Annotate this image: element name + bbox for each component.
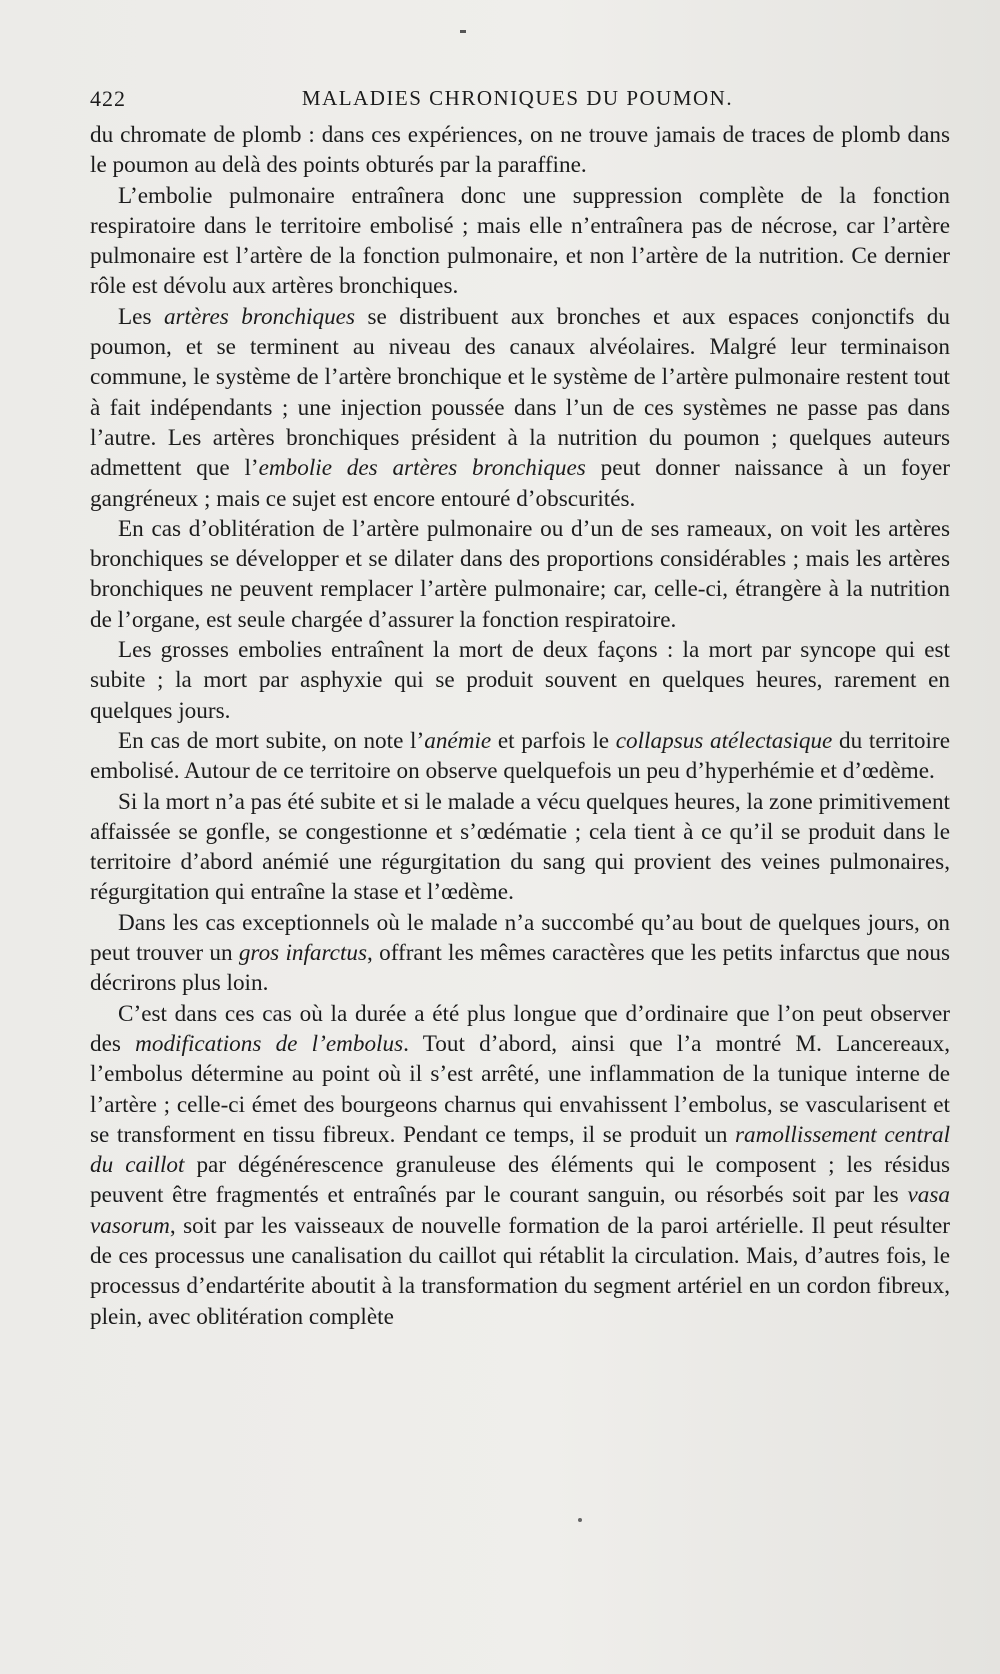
paragraph <box>90 514 950 635</box>
italic-term: anémie <box>424 727 492 754</box>
paragraph <box>90 726 950 787</box>
text-run: et parfois le <box>491 727 616 754</box>
text-run: , offrant les mêmes caractères que les petits infarctus que nous décrirons plus loin. <box>90 940 950 997</box>
text-run: du chromate de plomb : dans ces expériences, on ne trouve jamais de traces de plomb dans le poumon au delà des points obturés par la paraffine. <box>90 122 950 179</box>
text-run: L’embolie pulmonaire entraînera donc une suppression complète de la fonction respiratoire dans le territoire embolisé ; mais elle n’entraînera pas de nécrose, car l’artère pulmonaire est l’artère de la fonction pulmonaire, et non l’artère de la nutrition. Ce dernier rôle est dévolu aux artères bronchiques. <box>90 182 950 300</box>
paragraph <box>90 787 950 908</box>
paragraph <box>90 181 950 302</box>
italic-term: modifications de l’embolus <box>135 1030 404 1057</box>
italic-term: embolie des artères bronchiques <box>258 455 586 482</box>
italic-term: collapsus atélectasique <box>615 727 833 754</box>
page-number: 422 <box>90 86 126 111</box>
paragraph <box>90 120 950 181</box>
running-head <box>90 86 945 116</box>
print-mark <box>460 30 466 33</box>
running-title: MALADIES CHRONIQUES DU POUMON. <box>301 86 734 110</box>
text-run: par dégénérescence granuleuse des éléments qui le composent ; les résidus peuvent être fragmentés et entraînés par le courant sanguin, ou résorbés soit par les <box>90 1152 950 1209</box>
text-run: C’est dans ces cas où la durée a été plus longue que d’ordinaire que l’on peut observer des <box>90 1000 950 1057</box>
italic-term: ramollissement central du caillot <box>90 1121 951 1179</box>
paragraph <box>90 908 950 999</box>
italic-term: artères bronchiques <box>163 303 355 330</box>
text-run: Dans les cas exceptionnels où le malade n’a succombé qu’au bout de quelques jours, on peut trouver un <box>90 909 950 967</box>
italic-term: gros infarctus <box>238 940 368 967</box>
text-run: peut donner naissance à un foyer gangréneux ; mais ce sujet est encore entouré d’obscurités. <box>90 455 950 512</box>
italic-term: vasa vasorum <box>90 1182 950 1239</box>
text-run: se distribuent aux bronches et aux espaces conjonctifs du poumon, et se terminent au niveau des canaux alvéolaires. Malgré leur terminaison commune, le système de l’artère bronchique et le système de l’artère pulmonaire restent tout à fait indépendants ; une injection poussée dans l’un de ces systèmes ne passe pas dans l’autre. Les artères bronchiques président à la nutrition du poumon ; quelques auteurs admettent que l’ <box>90 303 950 482</box>
paragraph <box>90 302 950 514</box>
text-run: Si la mort n’a pas été subite et si le malade a vécu quelques heures, la zone primitivement affaissée se gonfle, se congestionne et s’œdématie ; cela tient à ce qu’il se produit dans le territoire d’abord anémié une régurgitation du sang qui provient des veines pulmonaires, régurgitation qui entraîne la stase et l’œdème. <box>90 788 950 906</box>
text-run: Les grosses embolies entraînent la mort de deux façons : la mort par syncope qui est subite ; la mort par asphyxie qui se produit souvent en quelques heures, rarement en quelques jours. <box>90 637 950 724</box>
text-run: , soit par les vaisseaux de nouvelle formation de la paroi artérielle. Il peut résulter de ces processus une canalisation du caillot qui rétablit la circulation. Mais, d’autres fois, le processus d’endartérite aboutit à la transformation du segment artériel en un cordon fibreux, plein, avec oblitération complète <box>90 1212 950 1330</box>
text-run: Les <box>118 303 164 330</box>
text-run: En cas d’oblitération de l’artère pulmonaire ou d’un de ses rameaux, on voit les artères bronchiques se développer et se dilater dans des proportions considérables ; mais les artères bronchiques ne peuvent remplacer l’artère pulmonaire; car, celle-ci, étrangère à la nutrition de l’organe, est seule chargée d’assurer la fonction respiratoire. <box>90 515 950 633</box>
paragraph <box>90 999 950 1332</box>
text-run: du territoire embolisé. Autour de ce territoire on observe quelquefois un peu d’hyperhémie et d’œdème. <box>90 727 950 785</box>
ink-speck <box>578 1518 582 1522</box>
paragraph <box>90 635 950 726</box>
body-text <box>90 120 950 1332</box>
text-run: En cas de mort subite, on note l’ <box>118 727 425 754</box>
text-run: . Tout d’abord, ainsi que l’a montré M. Lancereaux, l’embolus détermine au point où il s’est arrêté, une inflammation de la tunique interne de l’artère ; celle-ci émet des bourgeons charnus qui envahissent l’embolus, se vascularisent et se transforment en tissu fibreux. Pendant ce temps, il se produit un <box>90 1030 950 1148</box>
